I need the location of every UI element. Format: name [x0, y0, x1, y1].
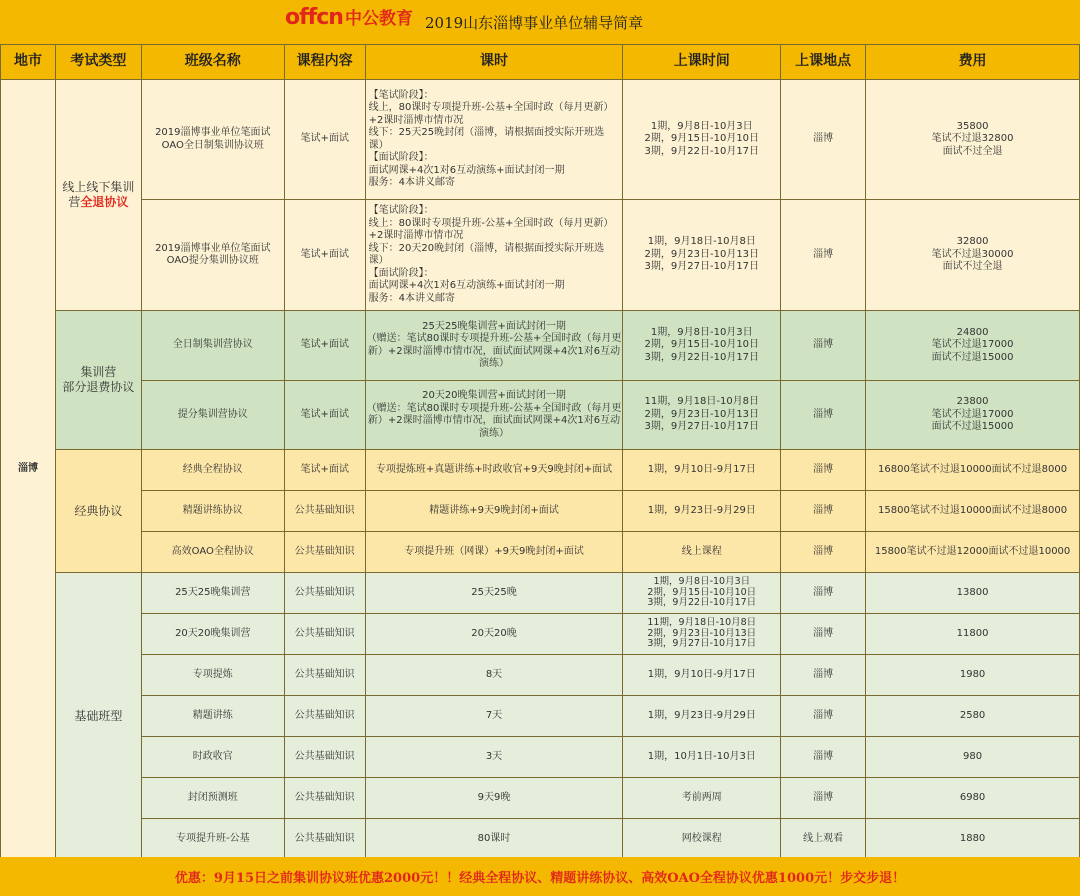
col-header-exam-type: 考试类型 [55, 45, 141, 80]
fee-cell: 13800 [866, 573, 1080, 614]
group-cell-classic: 经典协议 [55, 450, 141, 573]
fee-cell: 1980 [866, 655, 1080, 696]
offcn-logo [285, 4, 413, 30]
group-label-line1: 线上线下集训 [62, 180, 135, 194]
table-row [1, 532, 1080, 573]
content-cell: 公共基础知识 [284, 532, 365, 573]
place-cell: 淄博 [781, 778, 866, 819]
fee-cell: 6980 [866, 778, 1080, 819]
time-cell: 1期，9月10日-9月17日 [623, 450, 781, 491]
content-cell: 公共基础知识 [284, 819, 365, 860]
col-header-time: 上课时间 [623, 45, 781, 80]
time-cell: 1期，9月23日-9月29日 [623, 696, 781, 737]
fee-cell: 23800 笔试不过退17000 面试不过退15000 [866, 381, 1080, 450]
hours-cell: 25天25晚集训营+面试封闭一期 （赠送：笔试80课时专项提升班-公基+全国时政（每月更新）+2课时淄博市情市况，面试面试网课+4次1对6互动演练） [365, 311, 623, 381]
hours-cell: 20天20晚 [365, 614, 623, 655]
page-title: 2019山东淄博事业单位辅导简章 [425, 14, 644, 32]
fee-cell: 16800笔试不过退10000面试不过退8000 [866, 450, 1080, 491]
place-cell: 淄博 [781, 696, 866, 737]
time-cell: 1期，9月8日-10月3日 2期，9月15日-10月10日 3期，9月22日-10月17日 [623, 573, 781, 614]
content-cell: 笔试+面试 [284, 450, 365, 491]
class-name-cell: 专项提升班-公基 [141, 819, 284, 860]
place-cell: 淄博 [781, 737, 866, 778]
place-cell: 淄博 [781, 532, 866, 573]
class-name-cell: 25天25晚集训营 [141, 573, 284, 614]
logo-text-cn: 中公教育 [344, 9, 413, 29]
class-name-cell: 高效OAO全程协议 [141, 532, 284, 573]
time-cell: 1期，9月18日-10月8日 2期，9月23日-10月13日 3期，9月27日-10月17日 [623, 200, 781, 311]
place-cell: 淄博 [781, 655, 866, 696]
place-cell: 淄博 [781, 80, 866, 200]
class-name-cell: 2019淄博事业单位笔面试 OAO提分集训协议班 [141, 200, 284, 311]
table-row [1, 696, 1080, 737]
class-name-cell: 精题讲练协议 [141, 491, 284, 532]
table-row [1, 491, 1080, 532]
fee-cell: 15800笔试不过退10000面试不过退8000 [866, 491, 1080, 532]
table-row [1, 614, 1080, 655]
class-name-cell: 2019淄博事业单位笔面试 OAO全日制集训协议班 [141, 80, 284, 200]
fee-cell: 980 [866, 737, 1080, 778]
time-cell: 1期，9月8日-10月3日 2期，9月15日-10月10日 3期，9月22日-10月17日 [623, 311, 781, 381]
hours-cell: 7天 [365, 696, 623, 737]
content-cell: 笔试+面试 [284, 311, 365, 381]
place-cell: 淄博 [781, 614, 866, 655]
group-label-line2 [56, 195, 141, 210]
content-cell: 公共基础知识 [284, 655, 365, 696]
col-header-place: 上课地点 [781, 45, 866, 80]
time-cell: 考前两周 [623, 778, 781, 819]
table-row [1, 381, 1080, 450]
class-name-cell: 精题讲练 [141, 696, 284, 737]
place-cell: 淄博 [781, 450, 866, 491]
class-name-cell: 提分集训营协议 [141, 381, 284, 450]
content-cell: 公共基础知识 [284, 573, 365, 614]
class-name-cell: 专项提炼 [141, 655, 284, 696]
hours-cell: 8天 [365, 655, 623, 696]
table-row [1, 200, 1080, 311]
class-name-cell: 经典全程协议 [141, 450, 284, 491]
hours-cell: 【笔试阶段】： 线上：80课时专项提升班-公基+全国时政（每月更新）+2课时淄博市情市况 线下：20天20晚封闭（淄博，请根据面授实际开班选课） 【面试阶段】： 面试网课+4次1对6互动演练+面试封闭一期 服务：4本讲义邮寄 [365, 200, 623, 311]
table-row [1, 573, 1080, 614]
hours-cell: 20天20晚集训营+面试封闭一期 （赠送：笔试80课时专项提升班-公基+全国时政（每月更新）+2课时淄博市情市况，面试面试网课+4次1对6互动演练） [365, 381, 623, 450]
place-cell: 淄博 [781, 491, 866, 532]
col-header-hours: 课时 [365, 45, 623, 80]
course-table [0, 44, 1080, 860]
logo-text-en: offcn [285, 5, 343, 30]
title-banner [0, 0, 1080, 44]
content-cell: 公共基础知识 [284, 614, 365, 655]
time-cell: 1期，10月1日-10月3日 [623, 737, 781, 778]
table-row [1, 450, 1080, 491]
hours-cell: 25天25晚 [365, 573, 623, 614]
group-label-prefix: 营 [68, 195, 81, 209]
table-row [1, 311, 1080, 381]
content-cell: 笔试+面试 [284, 80, 365, 200]
col-header-class-name: 班级名称 [141, 45, 284, 80]
fee-cell: 24800 笔试不过退17000 面试不过退15000 [866, 311, 1080, 381]
table-row [1, 819, 1080, 860]
content-cell: 公共基础知识 [284, 491, 365, 532]
hours-cell: 专项提炼班+真题讲练+时政收官+9天9晚封闭+面试 [365, 450, 623, 491]
place-cell: 淄博 [781, 200, 866, 311]
time-cell: 线上课程 [623, 532, 781, 573]
fee-cell: 32800 笔试不过退30000 面试不过全退 [866, 200, 1080, 311]
fee-cell: 2580 [866, 696, 1080, 737]
table-row [1, 655, 1080, 696]
col-header-content: 课程内容 [284, 45, 365, 80]
content-cell: 笔试+面试 [284, 381, 365, 450]
group-cell-partial-refund: 集训营 部分退费协议 [55, 311, 141, 450]
class-name-cell: 封闭预测班 [141, 778, 284, 819]
class-name-cell: 时政收官 [141, 737, 284, 778]
col-header-fee: 费用 [866, 45, 1080, 80]
hours-cell: 【笔试阶段】： 线上，80课时专项提升班-公基+全国时政（每月更新）+2课时淄博市情市况 线下：25天25晚封闭（淄博，请根据面授实际开班选课） 【面试阶段】： 面试网课+4次1对6互动演练+面试封闭一期 服务：4本讲义邮寄 [365, 80, 623, 200]
hours-cell: 3天 [365, 737, 623, 778]
hours-cell: 专项提升班（网课）+9天9晚封闭+面试 [365, 532, 623, 573]
fee-cell: 11800 [866, 614, 1080, 655]
class-name-cell: 全日制集训营协议 [141, 311, 284, 381]
hours-cell: 精题讲练+9天9晚封闭+面试 [365, 491, 623, 532]
place-cell: 淄博 [781, 381, 866, 450]
content-cell: 公共基础知识 [284, 696, 365, 737]
place-cell: 线上观看 [781, 819, 866, 860]
group-cell-full-refund [55, 80, 141, 311]
content-cell: 公共基础知识 [284, 737, 365, 778]
time-cell: 11期，9月18日-10月8日 2期，9月23日-10月13日 3期，9月27日-10月17日 [623, 614, 781, 655]
place-cell: 淄博 [781, 311, 866, 381]
place-cell: 淄博 [781, 573, 866, 614]
time-cell: 网校课程 [623, 819, 781, 860]
fee-cell: 35800 笔试不过退32800 面试不过全退 [866, 80, 1080, 200]
time-cell: 1期，9月8日-10月3日 2期，9月15日-10月10日 3期，9月22日-10月17日 [623, 80, 781, 200]
time-cell: 1期，9月10日-9月17日 [623, 655, 781, 696]
table-row [1, 737, 1080, 778]
class-name-cell: 20天20晚集训营 [141, 614, 284, 655]
table-row [1, 80, 1080, 200]
hours-cell: 80课时 [365, 819, 623, 860]
discount-footer: 优惠：9月15日之前集训协议班优惠2000元！！经典全程协议、精题讲练协议、高效OAO全程协议优惠1000元！步交步退！ [0, 857, 1080, 896]
city-cell: 淄博 [1, 80, 56, 860]
fee-cell: 1880 [866, 819, 1080, 860]
content-cell: 公共基础知识 [284, 778, 365, 819]
table-row [1, 778, 1080, 819]
time-cell: 1期，9月23日-9月29日 [623, 491, 781, 532]
content-cell: 笔试+面试 [284, 200, 365, 311]
time-cell: 11期，9月18日-10月8日 2期，9月23日-10月13日 3期，9月27日-10月17日 [623, 381, 781, 450]
full-refund-highlight: 全退协议 [80, 195, 129, 209]
fee-cell: 15800笔试不过退12000面试不过退10000 [866, 532, 1080, 573]
col-header-city: 地市 [1, 45, 56, 80]
table-header-row [1, 45, 1080, 80]
hours-cell: 9天9晚 [365, 778, 623, 819]
group-cell-basic: 基础班型 [55, 573, 141, 860]
